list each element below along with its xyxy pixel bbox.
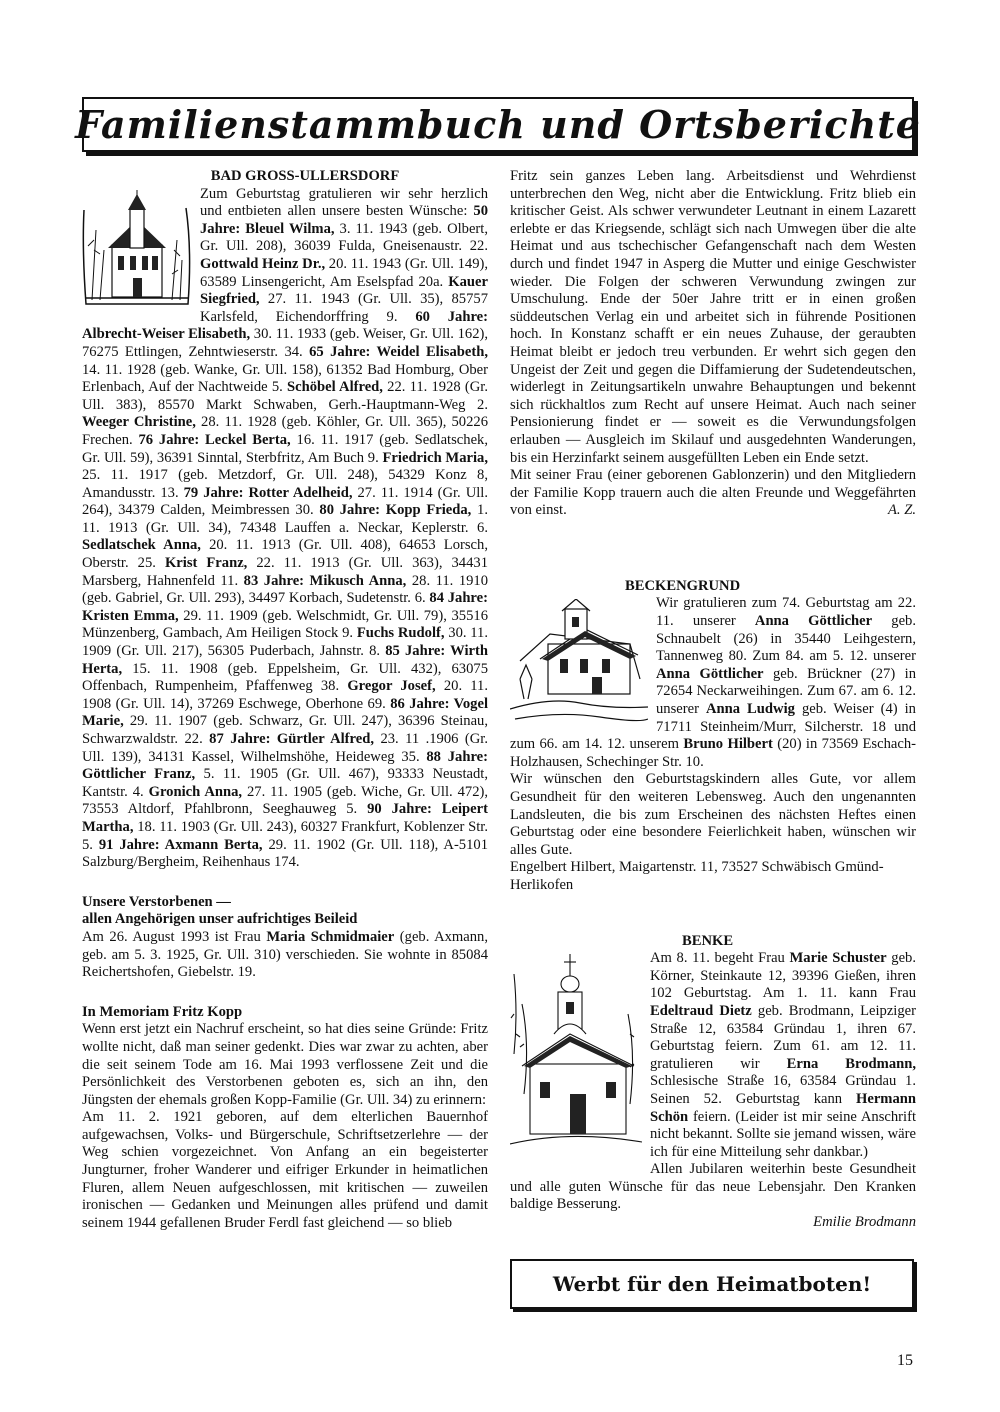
text-run: 20. 11. 1908 (Gr. Ull. 14), 37269 Eschwege, Oberhone 69.: [82, 678, 488, 712]
name-highlight: 50 Jahre: Bleuel Wilma,: [200, 203, 488, 237]
text-run: 20. 11. 1913 (Gr. Ull. 408), 64653 Lorsch, Oberstr. 25.: [82, 537, 488, 572]
text-run: feiern. (Leider ist mir seine Anschrift nicht bekannt. Sollte sie jemand wissen, wäre ich für eine Mitteilung sehr dankbar.): [650, 1108, 916, 1160]
page-number: 15: [897, 1352, 913, 1369]
memoriam-p4: [510, 467, 916, 520]
memoriam-p2: Am 11. 2. 1921 geboren, auf dem elterlichen Bauernhof aufgewachsen, Volks- und Bürgerschule, Schriftsetzerlehre — der Weg schien vorgezeichnet. Von Anfang an ein begeisterter Jungturner, froher Wanderer und eifriger Erkunder in heimatlichen Fluren, allem Neuen aufgeschlossen, mit kritischen — zuweilen ironischen — Gedanken und Meinungen alles prüfend und damit seinem 1944 gefallenen Bruder Ferdl fast gleichend — so blieb: [82, 1109, 488, 1231]
text-run: Zum Geburtstag gratulieren wir sehr herzlich und entbieten allen unsere besten Wünsche:: [200, 185, 488, 220]
name-highlight: 65 Jahre: Weidel Elisabeth,: [309, 343, 488, 360]
benke-section: [510, 950, 916, 1161]
bgu-heading: BAD GROSS-ULLERSDORF: [210, 168, 400, 184]
name-highlight: 91 Jahre: Axmann Berta,: [98, 836, 263, 853]
benke-text-content: [650, 950, 916, 1160]
name-highlight: Edeltraud Dietz: [650, 1002, 752, 1019]
name-highlight: Anna Göttlicher: [754, 613, 873, 630]
name-highlight: 60 Jahre: Albrecht-Weiser Elisabeth,: [82, 308, 488, 343]
text-run: 23. 11 .1906 (Gr. Ull. 139), 34131 Kassel, Wilhelmshöhe, Heideweg 35.: [82, 731, 488, 765]
deceased-heading: Unsere Verstorbenen —: [82, 893, 231, 910]
text-run: geb. Körner, Steinkaute 12, 39396 Gießen, ihren 102 Geburtstag. Am 1. 11. kann Frau: [650, 950, 916, 1002]
text-run: 28. 11. 1928 (geb. Köhler, Gr. Ull. 365), 50226 Frechen.: [82, 414, 488, 448]
text-run: Am 26. August 1993 ist Frau: [82, 928, 267, 945]
text-run: 3. 11. 1943 (geb. Olbert, Gr. Ull. 208), 36039 Fulda, Gneisenaustr. 22.: [200, 220, 488, 255]
header-title: Familienstammbuch und Ortsberichte: [75, 102, 921, 147]
text-run: (20) in 73569 Eschach-Holzhausen, Schechinger Str. 10.: [510, 736, 916, 770]
text-run: Schlesische Straße 16, 63584 Gründau 1. Seinen 52. Geburtstag kann: [650, 1073, 916, 1107]
page-header: [75, 97, 921, 152]
name-highlight: 83 Jahre: Mikusch Anna,: [243, 572, 407, 589]
text-run: 15. 11. 1908 (geb. Eppelsheim, Gr. Ull. 432), 63075 Offenbach, Rumpenheim, Pfaffenweg 38.: [82, 660, 488, 695]
text-run: 20. 11. 1943 (Gr. Ull. 149), 63589 Linsengericht, Am Eselspfad 20a.: [200, 255, 488, 290]
text-run: (geb. Axmann, geb. am 5. 3. 1925, Gr. Ull. 310) verschieden. Sie wohnte in 85084 Reichertshofen, Giebelstr. 19.: [82, 928, 488, 981]
text-run: 30. 11. 1909 (Gr. Ull. 217), 56305 Puderbach, Jahnstr. 8.: [82, 625, 488, 660]
name-highlight: Krist Franz,: [164, 555, 248, 572]
beckengrund-section: [510, 595, 916, 771]
chapel-illustration-icon: [510, 599, 648, 729]
name-highlight: Kauer Siegfried,: [200, 273, 488, 308]
left-column: [82, 168, 488, 1232]
promo-banner: [510, 1259, 914, 1309]
text-run: 28. 11. 1910 (geb. Gabriel, Gr. Ull. 293), 34497 Korbach, Sudetenstr. 6.: [82, 572, 489, 607]
beckengrund-heading: BECKENGRUND: [625, 577, 741, 594]
deceased-text: [82, 929, 488, 982]
name-highlight: 88 Jahre: Göttlicher Franz,: [82, 748, 488, 783]
memoriam-heading: In Memoriam Fritz Kopp: [82, 1003, 243, 1020]
name-highlight: Gronich Anna,: [148, 783, 243, 800]
text-run: 5. 11. 1905 (Gr. Ull. 467), 93333 Neustadt, Kantstr. 4.: [82, 766, 489, 800]
text-run: 16. 11. 1917 (geb. Sedlatschek, Gr. Ull. 59), 36391 Sinntal, Sterbfritz, Am Buch 9.: [82, 431, 488, 466]
name-highlight: 76 Jahre: Leckel Berta,: [138, 431, 291, 448]
text-run: 30. 11. 1933 (geb. Weiser, Gr. Ull. 162), 76275 Ettlingen, Zehntwieserstr. 34.: [82, 326, 488, 360]
text-run: 27. 11. 1914 (Gr. Ull. 264), 34379 Calden, Meimbressen 30.: [82, 484, 488, 519]
text-run: 29. 11. 1909 (geb. Welschmidt, Gr. Ull. 79), 35516 Münzenberg, Gambach, Am Heiligen Stock 9.: [82, 607, 488, 642]
text-run: geb. Weiser (4) in 71711 Steinheim/Murr, Silcherstr. 18 und zum 66. am 14. 12. unserem: [510, 701, 916, 753]
text-run: 25. 11. 1917 (geb. Metzdorf, Gr. Ull. 248), 54329 Konz 8, Amandusstr. 13.: [82, 467, 488, 501]
name-highlight: 84 Jahre: Kristen Emma,: [82, 590, 488, 624]
name-highlight: 80 Jahre: Kopp Frieda,: [319, 502, 472, 519]
name-highlight: Marie Schuster: [789, 950, 887, 967]
name-highlight: Hermann Schön: [650, 1090, 916, 1125]
text-run: geb. Brodmann, Leipziger Straße 12, 63584 Gründau 1, ihren 67. Geburtstag feiern. Zum 61. am 12. 11. gratulieren wir: [650, 1002, 916, 1072]
text-run: Wir gratulieren zum 74. Geburtstag am 22. 11. unserer: [656, 595, 916, 630]
memoriam-p1: Wenn erst jetzt ein Nachruf erscheint, so hat dies seine Gründe: Fritz wollte nicht, daß man seiner gedenkt. Dies war zwar zu achten, aber die seit seinem Tode am 16. Mai 1993 verflossene Zeit und die Persönlichkeit des Verstorbenen geboten es, sich an ihn, den Jüngsten der ehemals großen Kopp-Familie (Gr. Ull. 34) zu erinnern:: [82, 1021, 488, 1108]
name-highlight: Sedlatschek Anna,: [82, 537, 201, 554]
deceased-text-content: [82, 929, 488, 980]
beckengrund-p2: Wir wünschen den Geburtstagskindern alles Gute, vor allem Gesundheit für den weiteren Lebensweg. Auch den ungenannten Landsleuten, die bis zum Erscheinen des nächsten Heftes einen Geburtstag oder eine besondere Feierlichkeit haben, wünschen wir alles Gute.: [510, 771, 916, 858]
benke-heading: BENKE: [682, 932, 734, 949]
church-illustration-icon: [82, 190, 192, 308]
text-run: 27. 11. 1905 (geb. Wiche, Gr. Ull. 472), 73553 Altdorf, Pfahlbronn, Seeghauweg 5.: [82, 783, 489, 818]
name-highlight: 85 Jahre: Wirth Herta,: [82, 643, 488, 677]
memoriam-p3: Fritz sein ganzes Leben lang. Arbeitsdienst und Wehrdienst unterbrechen den Weg, nicht aber die Entwicklung. Fritz blieb ein kritischer Geist. Als schwer verwundeter Leutnant in einem Lazarett erlebte er das Kriegsende, schlägt sich nach Umwegen über die alte Heimat und aus tschechischer Gefangenschaft nach dem Westen durch und findet 1947 in Asperg die Mutter und einige Geschwister wieder. Die Folgen der schweren Verwundung zwingen zur Umschulung. Ende der 50er Jahre tritt er in einen großen süddeutschen Verlag ein und arbeitet sich in führende Positionen hoch. In Konstanz schafft er ein neues Zuhause, der geraubten Heimat bleibt er jedoch treu verbunden. Er wehrt sich gegen den Ungeist der Zeit und gegen die Diffamierung der Sudetendeutschen, widerlegt in Zeitungsartikeln unwahre Behauptungen und bekennt sich rückhaltlos zum Recht auf unsere Heimat. Auch nach seiner Pensionierung findet er — soweit es die Verwundungsfolgen erlauben — Ausgleich im Skilauf und ausgedehnten Wanderungen, bis ein Herzinfarkt seinem ausgefüllten Leben ein Ende setzt.: [510, 168, 916, 466]
name-highlight: Fuchs Rudolf,: [356, 625, 445, 642]
name-highlight: Weeger Christine,: [82, 414, 196, 431]
text-run: 27. 11. 1943 (Gr. Ull. 35), 85757 Karlsfeld, Eichendorffring 9.: [200, 291, 488, 325]
text-run: 14. 11. 1928 (geb. Wanke, Gr. Ull. 158), 61352 Bad Homburg, Ober Erlenbach, Auf der Nachtweide 5.: [82, 361, 488, 396]
name-highlight: Schöbel Alfred,: [286, 379, 383, 396]
benke-signature: Emilie Brodmann: [813, 1214, 916, 1231]
name-highlight: Bruno Hilbert: [683, 736, 773, 753]
text-run: geb. Schnaubelt (26) in 35440 Leihgestern, Tannenweg 80. Zum 84. am 5. 12. unserer: [656, 613, 916, 665]
name-highlight: Erna Brodmann,: [786, 1055, 916, 1072]
benke-p2: Allen Jubilaren weiterhin beste Gesundheit und alle guten Wünsche für das neue Lebensjahr. Den Kranken baldige Besserung.: [510, 1161, 916, 1213]
memoriam-signature: A. Z.: [888, 502, 916, 519]
name-highlight: Anna Ludwig: [705, 701, 795, 718]
promo-banner-text: Werbt für den Heimatboten!: [552, 1272, 872, 1296]
memoriam-p4-text: Mit seiner Frau (einer geborenen Gablonzerin) und den Mitgliedern der Familie Kopp trauern auch die alten Freunde und Weggefährten von einst.: [510, 467, 916, 519]
name-highlight: Gottwald Heinz Dr.,: [200, 255, 326, 272]
chapel-tower-illustration-icon: [510, 954, 642, 1160]
text-run: Am 8. 11. begeht Frau: [650, 950, 790, 967]
text-run: 22. 11. 1928 (Gr. Ull. 383), 85570 Markt Schwaben, Gerh.-Hauptmann-Weg 2.: [82, 379, 488, 413]
bgu-section: [82, 186, 488, 872]
text-run: geb. Brückner (27) in 72654 Neckarweihingen. Zum 67. am 6. 12. unserer: [656, 665, 916, 718]
deceased-subheading: allen Angehörigen unser aufrichtiges Beileid: [82, 911, 358, 928]
name-highlight: Maria Schmidmaier: [266, 928, 395, 945]
name-highlight: 79 Jahre: Rotter Adelheid,: [183, 484, 353, 501]
name-highlight: Anna Göttlicher: [656, 665, 764, 682]
text-run: 22. 11. 1913 (Gr. Ull. 363), 34431 Marsberg, Hahnenfeld 11.: [82, 555, 488, 589]
name-highlight: Gregor Josef,: [347, 678, 436, 695]
name-highlight: Friedrich Maria,: [382, 449, 488, 466]
name-highlight: 86 Jahre: Vogel Marie,: [82, 695, 488, 730]
text-run: 29. 11. 1902 (Gr. Ull. 118), A-5101 Salzburg/Bergheim, Reihenhaus 174.: [82, 836, 488, 871]
text-run: 1. 11. 1913 (Gr. Ull. 34), 74348 Lauffen a. Neckar, Keplerstr. 6.: [82, 502, 489, 536]
text-run: 29. 11. 1907 (geb. Schwarz, Gr. Ull. 247), 36396 Steinau, Schwarzwaldstr. 22.: [82, 713, 488, 747]
name-highlight: 90 Jahre: Leipert Martha,: [82, 801, 488, 835]
beckengrund-p3: Engelbert Hilbert, Maigartenstr. 11, 73527 Schwäbisch Gmünd-Herlikofen: [510, 859, 884, 893]
right-column: [510, 168, 916, 1232]
text-run: 18. 11. 1903 (Gr. Ull. 243), 60327 Frankfurt, Koblenzer Str. 5.: [82, 818, 488, 853]
name-highlight: 87 Jahre: Gürtler Alfred,: [209, 731, 374, 747]
